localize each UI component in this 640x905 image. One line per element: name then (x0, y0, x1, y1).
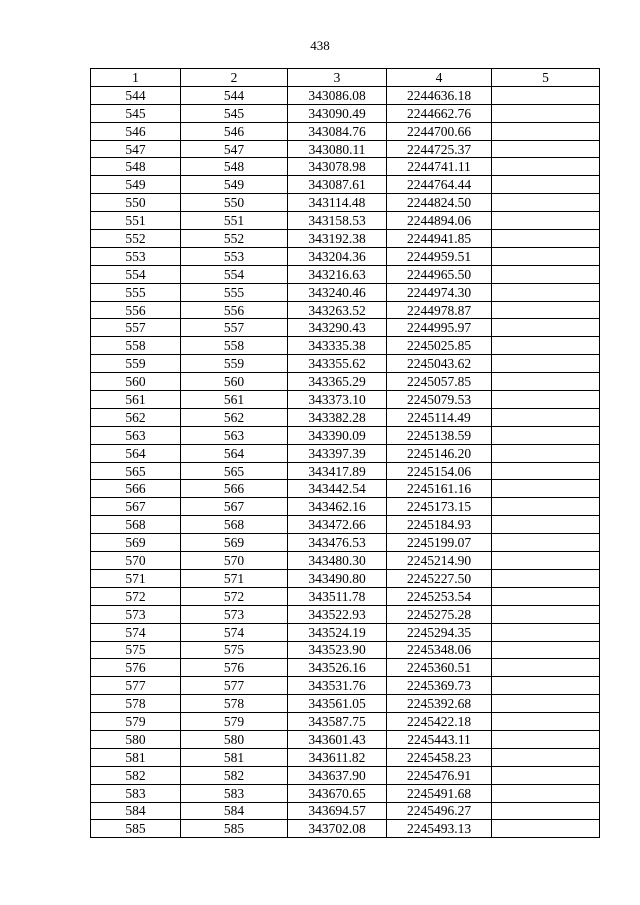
table-cell: 544 (181, 86, 288, 104)
table-cell (492, 158, 600, 176)
table-cell (492, 480, 600, 498)
table-cell: 576 (91, 659, 181, 677)
table-row (91, 802, 600, 820)
table-cell: 583 (91, 784, 181, 802)
table-cell: 567 (91, 498, 181, 516)
table-cell: 552 (181, 230, 288, 248)
table-cell: 2244978.87 (387, 301, 492, 319)
table-row (91, 623, 600, 641)
table-cell: 578 (181, 695, 288, 713)
table-row (91, 641, 600, 659)
column-header: 3 (288, 69, 387, 87)
table-cell: 2244974.30 (387, 283, 492, 301)
table-cell (492, 426, 600, 444)
table-cell: 577 (181, 677, 288, 695)
table-cell: 343158.53 (288, 212, 387, 230)
table-row (91, 462, 600, 480)
table-cell: 547 (181, 140, 288, 158)
table-cell: 2245025.85 (387, 337, 492, 355)
table-cell: 343476.53 (288, 534, 387, 552)
table-cell: 575 (181, 641, 288, 659)
table-row (91, 176, 600, 194)
table-cell: 2244959.51 (387, 247, 492, 265)
table-cell: 2244764.44 (387, 176, 492, 194)
table-cell: 343442.54 (288, 480, 387, 498)
table-cell: 2245360.51 (387, 659, 492, 677)
table-cell (492, 194, 600, 212)
table-cell: 2245275.28 (387, 605, 492, 623)
table-row (91, 104, 600, 122)
table-row (91, 373, 600, 391)
table-cell: 2245057.85 (387, 373, 492, 391)
table-cell: 2245161.16 (387, 480, 492, 498)
table-cell: 554 (181, 265, 288, 283)
table-cell: 572 (91, 587, 181, 605)
table-row (91, 158, 600, 176)
table-row (91, 283, 600, 301)
table-cell: 2244700.66 (387, 122, 492, 140)
table-cell: 343365.29 (288, 373, 387, 391)
table-cell: 581 (181, 748, 288, 766)
table-cell: 579 (91, 713, 181, 731)
table-cell (492, 713, 600, 731)
table-cell: 582 (91, 766, 181, 784)
table-cell: 343390.09 (288, 426, 387, 444)
table-cell (492, 534, 600, 552)
table-row (91, 444, 600, 462)
table-cell: 2245476.91 (387, 766, 492, 784)
table-cell: 576 (181, 659, 288, 677)
table-cell: 558 (91, 337, 181, 355)
table-row (91, 86, 600, 104)
table-cell (492, 623, 600, 641)
table-cell: 2245199.07 (387, 534, 492, 552)
table-row (91, 820, 600, 838)
table-cell: 552 (91, 230, 181, 248)
table-cell: 550 (181, 194, 288, 212)
table-cell: 566 (181, 480, 288, 498)
table-row (91, 230, 600, 248)
table-cell (492, 319, 600, 337)
table-cell: 557 (91, 319, 181, 337)
table-cell (492, 86, 600, 104)
table-cell: 343561.05 (288, 695, 387, 713)
table-row (91, 587, 600, 605)
table-cell: 2245227.50 (387, 569, 492, 587)
table-cell (492, 104, 600, 122)
table-cell: 343084.76 (288, 122, 387, 140)
table-cell: 343702.08 (288, 820, 387, 838)
table-cell (492, 820, 600, 838)
table-row (91, 355, 600, 373)
table-cell: 556 (91, 301, 181, 319)
table-cell (492, 122, 600, 140)
table-cell: 2244995.97 (387, 319, 492, 337)
table-cell: 559 (181, 355, 288, 373)
table-row (91, 730, 600, 748)
column-header: 1 (91, 69, 181, 87)
table-cell: 564 (181, 444, 288, 462)
table-cell: 563 (181, 426, 288, 444)
table-cell: 545 (91, 104, 181, 122)
table-cell: 569 (91, 534, 181, 552)
table-row (91, 569, 600, 587)
table-cell: 582 (181, 766, 288, 784)
table-cell: 555 (181, 283, 288, 301)
table-cell: 570 (91, 552, 181, 570)
table-cell: 2245079.53 (387, 391, 492, 409)
table-cell: 343087.61 (288, 176, 387, 194)
table-row (91, 122, 600, 140)
table-cell: 2245114.49 (387, 408, 492, 426)
table-cell (492, 301, 600, 319)
table-row (91, 337, 600, 355)
table-row (91, 319, 600, 337)
table-cell (492, 748, 600, 766)
table-cell: 585 (181, 820, 288, 838)
table-cell: 581 (91, 748, 181, 766)
table-cell: 343114.48 (288, 194, 387, 212)
table-cell: 2244824.50 (387, 194, 492, 212)
table-cell: 2245154.06 (387, 462, 492, 480)
table-cell: 2244725.37 (387, 140, 492, 158)
table-cell: 2245496.27 (387, 802, 492, 820)
table-cell (492, 569, 600, 587)
table-cell: 545 (181, 104, 288, 122)
table-cell: 561 (181, 391, 288, 409)
table-cell: 571 (91, 569, 181, 587)
table-cell (492, 552, 600, 570)
table-cell: 575 (91, 641, 181, 659)
table-cell: 579 (181, 713, 288, 731)
table-cell: 555 (91, 283, 181, 301)
table-cell (492, 408, 600, 426)
table-cell: 343086.08 (288, 86, 387, 104)
table-cell: 551 (181, 212, 288, 230)
table-cell: 549 (181, 176, 288, 194)
table-cell: 343601.43 (288, 730, 387, 748)
table-cell: 343587.75 (288, 713, 387, 731)
table-cell: 553 (181, 247, 288, 265)
table-cell: 343078.98 (288, 158, 387, 176)
table-cell: 2244636.18 (387, 86, 492, 104)
table-cell (492, 373, 600, 391)
table-row (91, 498, 600, 516)
table-cell: 566 (91, 480, 181, 498)
table-cell (492, 695, 600, 713)
table-cell: 343522.93 (288, 605, 387, 623)
table-cell (492, 462, 600, 480)
coordinates-table (90, 68, 600, 838)
table-cell: 584 (181, 802, 288, 820)
table-row (91, 480, 600, 498)
table-cell: 343090.49 (288, 104, 387, 122)
table-cell: 343526.16 (288, 659, 387, 677)
table-cell: 560 (91, 373, 181, 391)
table-cell: 562 (91, 408, 181, 426)
table-cell: 2245253.54 (387, 587, 492, 605)
table-cell: 2245173.15 (387, 498, 492, 516)
table-cell: 2245458.23 (387, 748, 492, 766)
table-cell (492, 802, 600, 820)
table-body (91, 86, 600, 837)
table-cell: 343263.52 (288, 301, 387, 319)
table-cell: 343531.76 (288, 677, 387, 695)
table-cell: 2245369.73 (387, 677, 492, 695)
table-row (91, 247, 600, 265)
table-cell: 578 (91, 695, 181, 713)
table-row (91, 408, 600, 426)
table-cell: 343670.65 (288, 784, 387, 802)
table-row (91, 140, 600, 158)
table-row (91, 659, 600, 677)
table-cell: 343355.62 (288, 355, 387, 373)
table-row (91, 766, 600, 784)
table-cell: 343290.43 (288, 319, 387, 337)
table-cell: 585 (91, 820, 181, 838)
table-cell: 2245392.68 (387, 695, 492, 713)
table-cell: 564 (91, 444, 181, 462)
table-cell (492, 212, 600, 230)
table-cell: 550 (91, 194, 181, 212)
table-cell: 343472.66 (288, 516, 387, 534)
table-cell: 573 (181, 605, 288, 623)
table-cell: 2245422.18 (387, 713, 492, 731)
table-cell (492, 659, 600, 677)
table-cell: 343373.10 (288, 391, 387, 409)
table-row (91, 301, 600, 319)
table-row (91, 194, 600, 212)
table-cell: 558 (181, 337, 288, 355)
table-cell: 2244662.76 (387, 104, 492, 122)
table-cell: 2245348.06 (387, 641, 492, 659)
table-cell: 571 (181, 569, 288, 587)
table-row (91, 695, 600, 713)
table-cell: 2244965.50 (387, 265, 492, 283)
table-cell: 343240.46 (288, 283, 387, 301)
table-cell: 2245294.35 (387, 623, 492, 641)
table-cell (492, 784, 600, 802)
table-cell (492, 605, 600, 623)
table-cell: 556 (181, 301, 288, 319)
table-cell: 343462.16 (288, 498, 387, 516)
table-cell (492, 391, 600, 409)
table-cell (492, 444, 600, 462)
table-cell: 563 (91, 426, 181, 444)
table-cell: 565 (91, 462, 181, 480)
table-cell: 343611.82 (288, 748, 387, 766)
table-cell: 574 (91, 623, 181, 641)
column-header: 2 (181, 69, 288, 87)
table-row (91, 605, 600, 623)
table-cell: 553 (91, 247, 181, 265)
table-cell: 2244894.06 (387, 212, 492, 230)
table-cell: 548 (181, 158, 288, 176)
table-cell: 557 (181, 319, 288, 337)
table-cell (492, 355, 600, 373)
table-cell: 546 (91, 122, 181, 140)
table-cell: 2245146.20 (387, 444, 492, 462)
table-cell: 343524.19 (288, 623, 387, 641)
table-cell (492, 230, 600, 248)
table-cell: 343511.78 (288, 587, 387, 605)
table-cell: 562 (181, 408, 288, 426)
table-cell: 343417.89 (288, 462, 387, 480)
table-cell (492, 498, 600, 516)
table-cell: 559 (91, 355, 181, 373)
table-cell (492, 247, 600, 265)
table-cell: 574 (181, 623, 288, 641)
table-cell: 343216.63 (288, 265, 387, 283)
table-cell: 572 (181, 587, 288, 605)
table-cell: 583 (181, 784, 288, 802)
page-number: 438 (310, 38, 330, 53)
table-cell: 343204.36 (288, 247, 387, 265)
table-cell: 2245493.13 (387, 820, 492, 838)
table-row (91, 426, 600, 444)
table-cell: 2245138.59 (387, 426, 492, 444)
table-cell (492, 641, 600, 659)
table-row (91, 677, 600, 695)
table-cell: 547 (91, 140, 181, 158)
table-cell: 561 (91, 391, 181, 409)
table-row (91, 534, 600, 552)
table-cell: 549 (91, 176, 181, 194)
table-row (91, 516, 600, 534)
table-row (91, 784, 600, 802)
table-cell: 568 (91, 516, 181, 534)
table-cell: 568 (181, 516, 288, 534)
table-row (91, 265, 600, 283)
table-row (91, 713, 600, 731)
table-cell: 343637.90 (288, 766, 387, 784)
table-row (91, 748, 600, 766)
table-cell: 565 (181, 462, 288, 480)
table-cell: 343192.38 (288, 230, 387, 248)
table-cell (492, 140, 600, 158)
table-cell: 584 (91, 802, 181, 820)
table-cell: 2245184.93 (387, 516, 492, 534)
column-header: 4 (387, 69, 492, 87)
table-header-row (91, 69, 600, 87)
table-cell (492, 677, 600, 695)
table-cell: 580 (91, 730, 181, 748)
table-cell: 573 (91, 605, 181, 623)
table-cell: 2244941.85 (387, 230, 492, 248)
table-row (91, 212, 600, 230)
table-cell: 544 (91, 86, 181, 104)
table-cell: 546 (181, 122, 288, 140)
table-cell: 548 (91, 158, 181, 176)
table-cell: 567 (181, 498, 288, 516)
table-row (91, 552, 600, 570)
column-header: 5 (492, 69, 600, 87)
table-cell: 343382.28 (288, 408, 387, 426)
table-cell: 570 (181, 552, 288, 570)
table-cell (492, 176, 600, 194)
table-cell: 343397.39 (288, 444, 387, 462)
table-cell: 343480.30 (288, 552, 387, 570)
table-cell: 554 (91, 265, 181, 283)
table-cell: 2244741.11 (387, 158, 492, 176)
table-cell: 343335.38 (288, 337, 387, 355)
table-cell: 2245043.62 (387, 355, 492, 373)
table-cell (492, 337, 600, 355)
table-cell: 343523.90 (288, 641, 387, 659)
table-cell (492, 587, 600, 605)
table-cell (492, 283, 600, 301)
table-cell: 569 (181, 534, 288, 552)
table-cell: 577 (91, 677, 181, 695)
table-cell: 2245491.68 (387, 784, 492, 802)
table-cell: 580 (181, 730, 288, 748)
table-cell: 551 (91, 212, 181, 230)
table-cell: 343694.57 (288, 802, 387, 820)
table-cell: 343490.80 (288, 569, 387, 587)
table-cell: 2245214.90 (387, 552, 492, 570)
table-cell (492, 265, 600, 283)
table-row (91, 391, 600, 409)
table-cell: 2245443.11 (387, 730, 492, 748)
table-cell (492, 516, 600, 534)
table-cell: 343080.11 (288, 140, 387, 158)
table-cell (492, 730, 600, 748)
table-cell (492, 766, 600, 784)
table-cell: 560 (181, 373, 288, 391)
